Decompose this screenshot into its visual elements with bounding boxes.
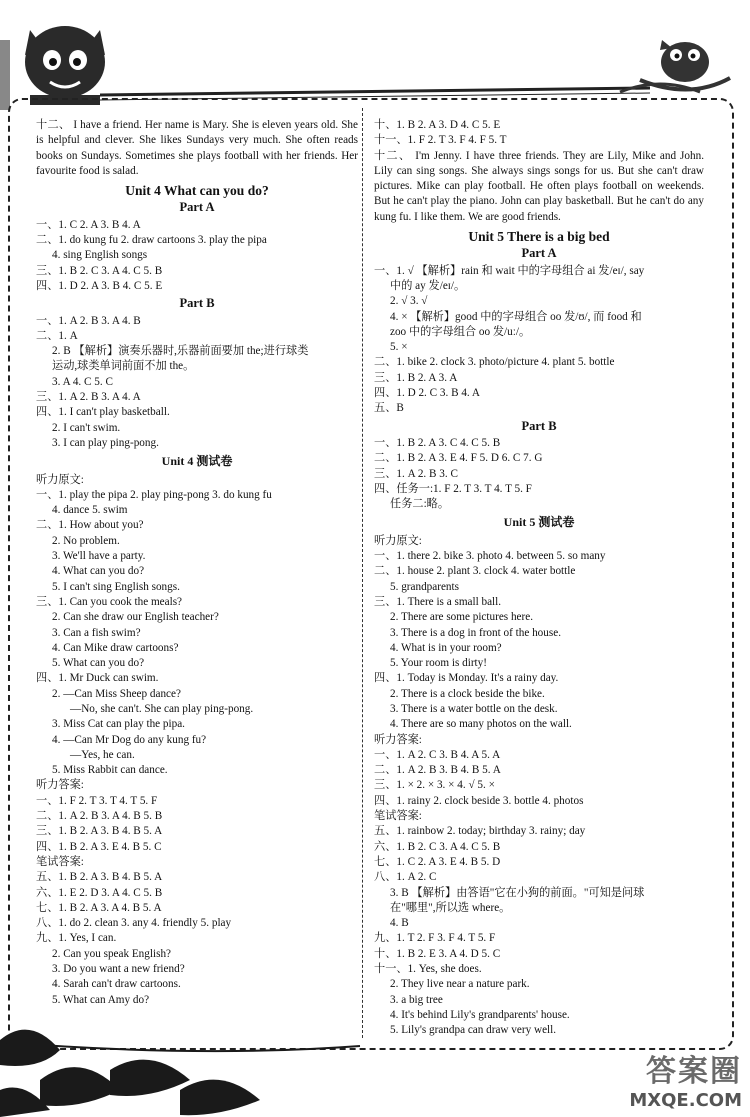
answer-line: 二、1. A — [36, 329, 78, 342]
answer-line: 笔试答案: — [374, 810, 422, 823]
answer-line: 4. Can Mike draw cartoons? — [52, 641, 179, 654]
answer-line: 三、1. B 2. C 3. A 4. C 5. B — [36, 264, 163, 277]
answer-line: 4. —Can Mr Dog do any kung fu? — [52, 733, 207, 746]
answer-line: 4. What is in your room? — [390, 641, 502, 654]
answer-line: 4. It's behind Lily's grandparents' house. — [390, 1008, 570, 1021]
column-divider — [362, 108, 363, 1038]
answer-line: —Yes, he can. — [70, 748, 135, 761]
answer-line: 2. There is a clock beside the bike. — [390, 687, 545, 700]
answer-line: 4. Sarah can't draw cartoons. — [52, 978, 181, 991]
answer-line: 四、1. Mr Duck can swim. — [36, 672, 159, 685]
answer-line: 2. —Can Miss Sheep dance? — [52, 687, 181, 700]
answer-line: 三、1. A 2. B 3. C — [374, 467, 458, 480]
answer-line: zoo 中的字母组合 oo 发/uː/。 — [390, 325, 531, 338]
bird-mascot-icon — [620, 40, 730, 92]
answer-line: 一、1. B 2. A 3. C 4. C 5. B — [374, 436, 501, 449]
answer-line: 三、1. Can you cook the meals? — [36, 595, 183, 608]
answer-line: 5. × — [390, 341, 408, 354]
answer-line: 十、1. B 2. E 3. A 4. D 5. C — [374, 947, 501, 960]
answer-line: 四、1. D 2. C 3. B 4. A — [374, 387, 480, 400]
answer-line: 八、1. do 2. clean 3. any 4. friendly 5. play — [36, 917, 232, 930]
answer-line: 笔试答案: — [36, 855, 84, 868]
answer-line: 三、1. A 2. B 3. A 4. A — [36, 391, 141, 404]
leaf-decoration-icon — [0, 1030, 260, 1117]
answer-line: 九、1. T 2. F 3. F 4. T 5. F — [374, 932, 496, 945]
answer-line: 一、1. A 2. B 3. A 4. B — [36, 314, 141, 327]
answer-line: 运动,球类单词前面不加 the。 — [52, 360, 195, 373]
answer-line: 在"哪里",所以选 where。 — [390, 901, 511, 914]
answer-line: 4. There are so many photos on the wall. — [390, 718, 572, 731]
answer-line: 4. × 【解析】good 中的字母组合 oo 发/ʊ/, 而 food 和 — [390, 310, 642, 323]
answer-line: 2. Can you speak English? — [52, 947, 172, 960]
answer-line: 4. B — [390, 917, 409, 930]
watermark-url: MXQE.COM — [629, 1090, 742, 1111]
answer-line: 四、1. I can't play basketball. — [36, 406, 170, 419]
answer-line: 一、1. √ 【解析】rain 和 wait 中的字母组合 ai 发/eɪ/, say — [374, 264, 645, 277]
answer-line: 六、1. E 2. D 3. A 4. C 5. B — [36, 886, 163, 899]
answer-line: 2. Can she draw our English teacher? — [52, 611, 219, 624]
answer-line: 3. A 4. C 5. C — [52, 375, 113, 388]
answer-line: 2. They live near a nature park. — [390, 978, 530, 991]
watermark — [629, 1046, 742, 1111]
test-heading: Unit 4 测试卷 — [161, 454, 233, 469]
answer-line: 2. I can't swim. — [52, 421, 121, 434]
answer-line: 六、1. B 2. C 3. A 4. C 5. B — [374, 840, 501, 853]
test-heading: Unit 5 测试卷 — [503, 515, 575, 530]
answer-line: 九、1. Yes, I can. — [36, 932, 117, 945]
unit-heading: Unit 5 There is a big bed — [468, 229, 610, 245]
answer-line: 四、1. Today is Monday. It's a rainy day. — [374, 672, 559, 685]
answer-line: 一、1. A 2. C 3. B 4. A 5. A — [374, 748, 501, 761]
answer-line: 5. What can Amy do? — [52, 993, 150, 1006]
answer-line: 一、1. play the pipa 2. play ping-pong 3. do kung fu — [36, 488, 272, 501]
answer-line: 5. grandparents — [390, 580, 459, 593]
monster-mascot-icon — [25, 26, 105, 105]
answer-line: 三、1. B 2. A 3. B 4. B 5. A — [36, 825, 163, 838]
answer-line: 听力答案: — [374, 733, 422, 746]
answer-line: 一、1. F 2. T 3. T 4. T 5. F — [36, 794, 158, 807]
answer-line: 5. Your room is dirty! — [390, 657, 487, 670]
answer-line: 三、1. B 2. A 3. A — [374, 371, 458, 384]
answer-line: 十一、1. Yes, she does. — [374, 963, 482, 976]
answer-line: 中的 ay 发/eɪ/。 — [390, 279, 466, 292]
part-heading: Part B — [521, 418, 557, 433]
answer-line: 二、1. How about you? — [36, 519, 144, 532]
left-column — [36, 118, 358, 1008]
part-heading: Part A — [521, 246, 557, 261]
answer-line: 3. There is a water bottle on the desk. — [390, 702, 558, 715]
answer-line: 听力原文: — [374, 534, 422, 547]
answer-line: 4. dance 5. swim — [52, 504, 128, 517]
answer-line: 3. Do you want a new friend? — [52, 963, 185, 976]
answer-line: 3. There is a dog in front of the house. — [390, 626, 561, 639]
answer-paragraph: 十二、 I have a friend. Her name is Mary. She is eleven years old. She is helpful and clever. She likes Sundays very much. She often reads books on Sundays. Sometimes she plays football with her friends. Her favourite food is salad. — [36, 119, 358, 177]
answer-line: 五、B — [374, 402, 404, 415]
answer-line: 2. There are some pictures here. — [390, 611, 533, 624]
answer-line: 3. Miss Cat can play the pipa. — [52, 718, 185, 731]
unit-heading: Unit 4 What can you do? — [125, 183, 269, 199]
answer-line: 一、1. C 2. A 3. B 4. A — [36, 218, 141, 231]
answer-line: 八、1. A 2. C — [374, 871, 437, 884]
answer-line: 3. I can play ping-pong. — [52, 436, 159, 449]
answer-line: —No, she can't. She can play ping-pong. — [70, 702, 254, 715]
answer-line: 3. B 【解析】由答语"它在小狗的前面。"可知是问球 — [390, 886, 645, 899]
left-edge-strip — [0, 40, 10, 110]
answer-line: 五、1. rainbow 2. today; birthday 3. rainy; day — [374, 825, 586, 838]
answer-line: 2. B 【解析】演奏乐器时,乐器前面要加 the;进行球类 — [52, 345, 309, 358]
answer-line: 四、1. B 2. A 3. E 4. B 5. C — [36, 840, 162, 853]
answer-line: 一、1. there 2. bike 3. photo 4. between 5. so many — [374, 550, 606, 563]
answer-line: 十一、1. F 2. T 3. F 4. F 5. T — [374, 134, 507, 147]
answer-line: 七、1. B 2. A 3. A 4. B 5. A — [36, 901, 162, 914]
answer-paragraph: 十二、 I'm Jenny. I have three friends. They are Lily, Mike and John. Lily can sing songs. She always sings songs for us. But she can't draw pictures. Mike can play football. He often plays football on weekends. But he can't play the piano. John can play basketball. But he can't do any kung fu. I like them. We are good friends. — [374, 149, 704, 223]
answer-line: 3. We'll have a party. — [52, 550, 146, 563]
answer-line: 5. Miss Rabbit can dance. — [52, 764, 168, 777]
answer-line: 三、1. There is a small ball. — [374, 595, 502, 608]
part-heading: Part B — [179, 296, 215, 311]
answer-line: 七、1. C 2. A 3. E 4. B 5. D — [374, 855, 501, 868]
answer-line: 四、任务一:1. F 2. T 3. T 4. T 5. F — [374, 482, 532, 495]
answer-line: 二、1. bike 2. clock 3. photo/picture 4. plant 5. bottle — [374, 356, 615, 369]
watermark-logo: 答案圈 — [646, 1054, 742, 1089]
answer-line: 任务二:略。 — [390, 498, 450, 511]
answer-line: 5. I can't sing English songs. — [52, 580, 180, 593]
answer-line: 5. Lily's grandpa can draw very well. — [390, 1024, 557, 1037]
answer-line: 4. What can you do? — [52, 565, 145, 578]
answer-line: 2. √ 3. √ — [390, 295, 428, 308]
answer-line: 四、1. rainy 2. clock beside 3. bottle 4. photos — [374, 794, 584, 807]
answer-line: 二、1. B 2. A 3. E 4. F 5. D 6. C 7. G — [374, 452, 543, 465]
part-heading: Part A — [179, 200, 215, 215]
answer-line: 四、1. D 2. A 3. B 4. C 5. E — [36, 279, 163, 292]
answer-line: 听力原文: — [36, 473, 84, 486]
answer-line: 4. sing English songs — [52, 249, 148, 262]
answer-line: 二、1. A 2. B 3. B 4. B 5. A — [374, 764, 501, 777]
answer-line: 二、1. house 2. plant 3. clock 4. water bottle — [374, 565, 576, 578]
answer-line: 三、1. × 2. × 3. × 4. √ 5. × — [374, 779, 495, 792]
header-decoration — [0, 0, 750, 110]
answer-line: 十、1. B 2. A 3. D 4. C 5. E — [374, 119, 501, 131]
answer-line: 二、1. do kung fu 2. draw cartoons 3. play the pipa — [36, 234, 267, 247]
answer-line: 5. What can you do? — [52, 657, 145, 670]
answer-line: 二、1. A 2. B 3. A 4. B 5. B — [36, 810, 163, 823]
answer-line: 3. a big tree — [390, 993, 443, 1006]
right-column — [374, 118, 704, 1039]
answer-line: 五、1. B 2. A 3. B 4. B 5. A — [36, 871, 163, 884]
answer-line: 3. Can a fish swim? — [52, 626, 141, 639]
answer-line: 听力答案: — [36, 779, 84, 792]
answer-line: 2. No problem. — [52, 534, 120, 547]
